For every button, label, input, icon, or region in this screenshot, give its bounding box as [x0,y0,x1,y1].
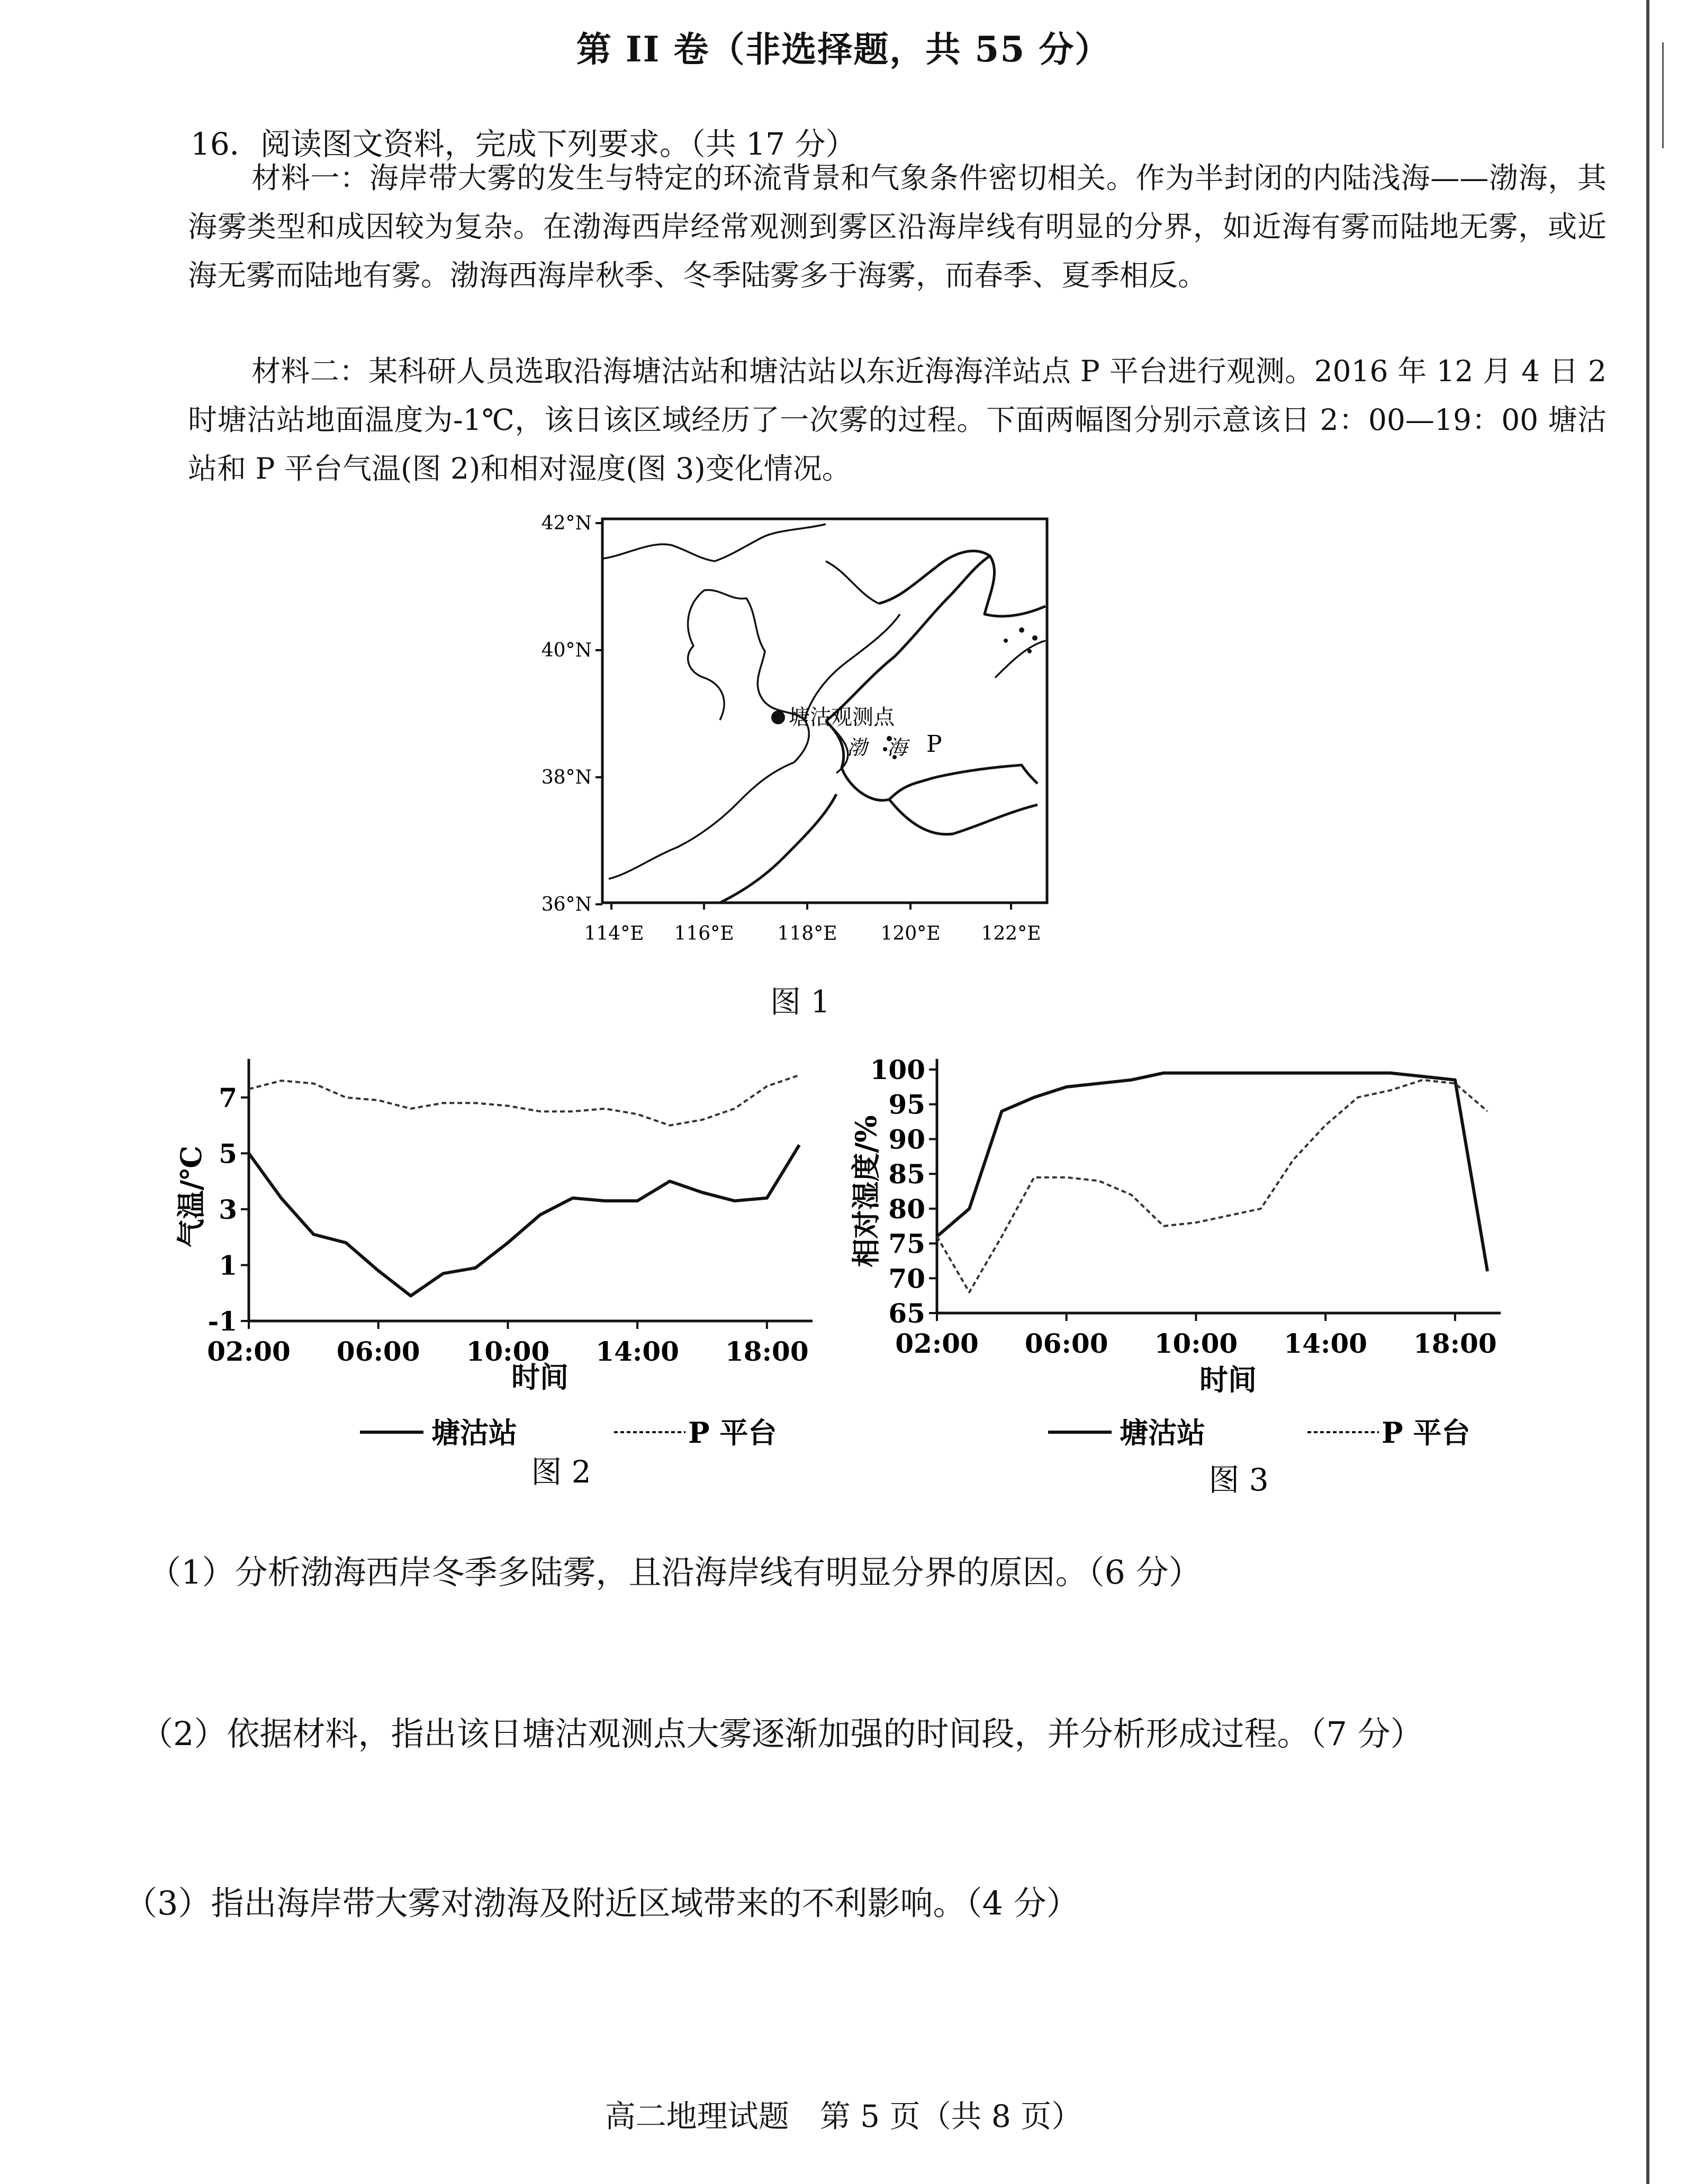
chart2-x-tick-label: 14:00 [1284,1328,1367,1359]
map-caption: 图 1 [770,984,831,1020]
map-lat-label: 42°N [541,513,592,534]
chart2-y-tick-label: 70 [888,1263,925,1295]
chart1-x-tick-label: 18:00 [725,1336,809,1367]
chart1-x-tick-label: 14:00 [596,1336,679,1367]
chart1-y-tick-label: 1 [219,1250,237,1281]
chart2-xlabel: 时间 [1199,1363,1257,1397]
chart1-x-tick-label: 06:00 [336,1336,420,1367]
sub-question-1: （1）分析渤海西岸冬季多陆雾，且沿海岸线有明显分界的原因。（6 分） [148,1553,1202,1592]
chart1-y-tick-label: 5 [219,1138,237,1170]
chart2-legend-label: P 平台 [1382,1416,1471,1450]
station-marker [771,711,785,724]
chart2-ylabel: 相对湿度/% [849,1115,883,1268]
chart1-series-group [249,1075,799,1296]
chart2-caption: 图 3 [1208,1462,1269,1498]
chart2-y-tick-label: 65 [888,1298,925,1329]
chart1-ticks [207,1082,808,1367]
chart2-series-group [937,1073,1487,1292]
humidity-chart [849,1048,1546,1514]
chart2-y-tick-label: 100 [870,1054,925,1085]
material-one: 材料一：海岸带大雾的发生与特定的环流背景和气象条件密切相关。作为半封闭的内陆浅海——渤海，其海雾类型和成因较为复杂。在渤海西岸经常观测到雾区沿海岸线有明显的分界，如近海有雾而陆地无雾，或近海无雾而陆地有雾。渤海西海岸秋季、冬季陆雾多于海雾，而春季、夏季相反。 [188,161,1607,292]
map-lon-label: 120°E [880,923,941,945]
chart1-x-tick-label: 02:00 [207,1336,291,1367]
chart2-y-tick-label: 95 [888,1089,925,1120]
chart2-x-tick-label: 10:00 [1154,1328,1238,1359]
sub-question-3: （3）指出海岸带大雾对渤海及附近区域带来的不利影响。（4 分） [124,1884,1079,1922]
chart1-ylabel: 气温/℃ [174,1145,208,1248]
map-lon-label: 116°E [674,923,734,945]
chart2-series-line-p-platform [937,1080,1487,1292]
chart2-y-tick-label: 85 [888,1158,925,1190]
map-figure [529,508,1085,974]
section-title: 第 II 卷（非选择题，共 55 分） [576,29,1111,70]
sub-question-2: （2）依据材料，指出该日塘沽观测点大雾逐渐加强的时间段，并分析形成过程。（7 分） [140,1714,1423,1753]
material-two: 材料二：某科研人员选取沿海塘沽站和塘沽站以东近海海洋站点 P 平台进行观测。2016 年 12 月 4 日 2 时塘沽站地面温度为-1℃，该日该区域经历了一次雾的过程。下面两幅图分别示意该日 2：00—19：00 塘沽站和 P 平台气温(图 2)和相对湿度(图 3)变化情况。 [188,354,1607,486]
map-lon-label: 122°E [981,923,1041,945]
chart2-x-tick-label: 18:00 [1413,1328,1497,1359]
chart1-y-tick-label: 3 [219,1193,237,1225]
chart1-series-line-tanggu [249,1145,799,1296]
chart2-x-tick-label: 06:00 [1024,1328,1108,1359]
map-platform-label: P [926,731,942,758]
map-lat-label: 38°N [541,767,592,788]
chart1-caption: 图 2 [531,1454,591,1490]
page-footer: 高二地理试题 第 5 页（共 8 页） [605,2098,1082,2134]
chart1-series-line-p-platform [249,1075,799,1126]
chart1-y-tick-label: -1 [208,1306,237,1337]
chart2-y-tick-label: 75 [888,1228,925,1260]
map-lon-label: 114°E [584,923,644,945]
chart2-y-tick-label: 80 [888,1193,925,1225]
chart1-xlabel: 时间 [511,1360,569,1394]
map-station-label: 塘沽观测点 [789,705,895,730]
chart2-x-tick-label: 02:00 [895,1328,979,1359]
chart1-legend-label: 塘沽站 [431,1416,517,1450]
question-header: 16．阅读图文资料，完成下列要求。（共 17 分） [191,126,856,162]
chart1-legend-label: P 平台 [688,1416,777,1450]
chart1-y-tick-label: 7 [219,1082,237,1113]
map-sea-label: 渤 海 [847,736,908,759]
map-lon-label: 118°E [777,923,837,945]
chart2-legend-label: 塘沽站 [1120,1416,1205,1450]
chart2-series-line-tanggu [937,1073,1487,1272]
page-spine-line [1646,0,1649,2184]
chart2-y-tick-label: 90 [888,1124,925,1155]
map-lat-label: 36°N [541,894,592,915]
temperature-chart [169,1048,858,1514]
map-lat-label: 40°N [541,640,592,661]
chart1-x-tick-label: 10:00 [466,1336,550,1367]
